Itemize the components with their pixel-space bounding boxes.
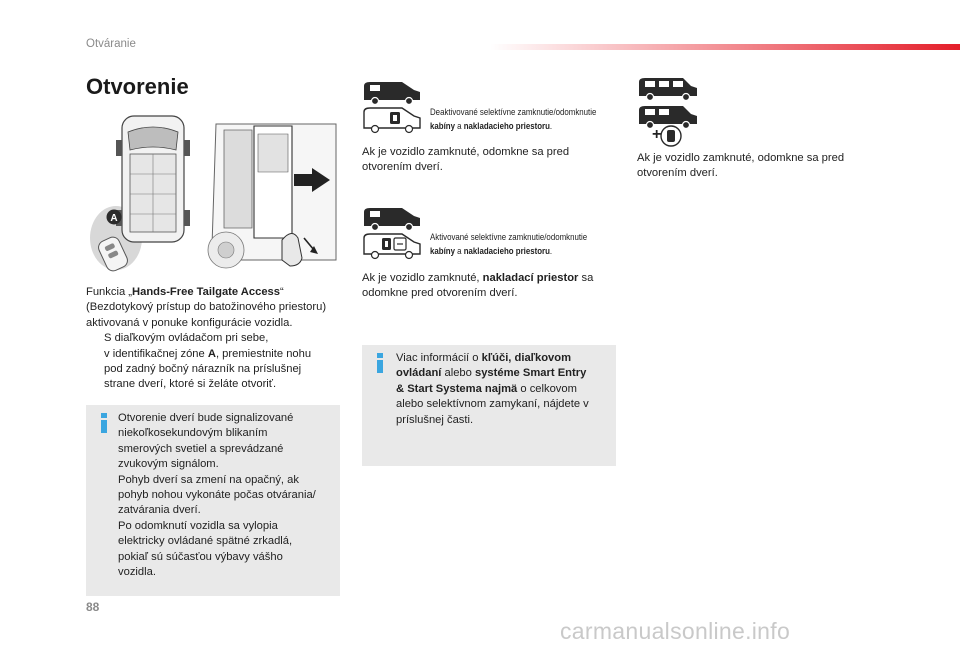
- page-title: Otvorenie: [86, 74, 189, 99]
- intro-close-quote: “: [280, 286, 284, 298]
- info-control: ovládaní: [396, 367, 442, 380]
- caption-period: .: [549, 245, 553, 256]
- instruction-bullet: [86, 331, 348, 393]
- cargo-area: nakladací priestor: [482, 272, 579, 284]
- caption-cargo: nakladacieho priestoru: [463, 245, 550, 256]
- info-line: príslušnej časti.: [396, 413, 474, 426]
- text-line: Ak je vozidlo zamknuté, odomkne sa pred: [637, 152, 845, 164]
- bullet-line-2c: , premiestnite nohu: [215, 347, 312, 360]
- sliding-door-view: [208, 124, 336, 268]
- caption-line: Deaktivované selektívne zamknutie/odomknutie: [430, 106, 597, 117]
- info-line: vozidla.: [118, 566, 156, 579]
- intro-line-3: aktivovaná v ponuke konfigurácie vozidla.: [86, 316, 293, 329]
- section-title: Otváranie: [86, 38, 136, 50]
- page-number: 88: [86, 600, 100, 614]
- info-line: Pohyb dverí sa zmení na opačný, ak: [118, 473, 299, 486]
- info-line: smerových svetiel a sprevádzané: [118, 442, 284, 455]
- info-text-signaling: [118, 411, 338, 580]
- zone-ref: A: [207, 347, 216, 360]
- bullet-symbol: [86, 331, 104, 393]
- plus-symbol: +: [652, 126, 662, 143]
- info-smart-entry: systéme Smart Entry: [474, 367, 587, 380]
- text-part: sa: [578, 272, 594, 284]
- text-line: [362, 271, 622, 286]
- feature-name: Hands-Free Tailgate Access: [132, 286, 280, 298]
- info-line: Po odomknutí vozidla sa vylopia: [118, 519, 278, 532]
- caption-and: a: [454, 245, 464, 256]
- van-top-view: [116, 116, 190, 242]
- bullet-line-2: [104, 347, 311, 362]
- hands-free-intro: [86, 285, 348, 393]
- info-line: Otvorenie dverí bude signalizované: [118, 412, 294, 424]
- info-line: elektricky ovládané spätné zrkadlá,: [118, 535, 293, 548]
- text-line: otvorením dverí.: [637, 167, 718, 180]
- bullet-line-2a: v identifikačnej zóne: [104, 347, 208, 360]
- intro-line-2: (Bezdotykový prístup do batožinového priestoru): [86, 301, 327, 314]
- caption-cabin: kabíny: [430, 120, 455, 131]
- van-activated-selective-icon: [362, 206, 424, 262]
- van-door-diagram: [86, 110, 341, 275]
- text-part: Ak je vozidlo zamknuté,: [362, 272, 483, 284]
- intro-line-1: [86, 285, 348, 300]
- caption-line: [430, 244, 587, 258]
- info-box-signaling: [86, 405, 340, 596]
- info-text-more: [396, 351, 614, 428]
- info-line: [396, 351, 614, 366]
- bullet-line-3: pod zadný bočný nárazník na príslušnej: [104, 363, 302, 376]
- info-line: [396, 382, 614, 397]
- info-key-remote: kľúči, diaľkovom: [481, 352, 572, 364]
- caption-activated: [430, 230, 587, 258]
- zone-a-label: A: [110, 213, 118, 224]
- caption-period: .: [549, 120, 553, 131]
- info-part: alebo: [441, 367, 475, 380]
- info-icon: [376, 353, 384, 373]
- info-line: pokiaľ sú súčasťou výbavy vášho: [118, 550, 283, 563]
- bullet-line-1: S diaľkovým ovládačom pri sebe,: [104, 332, 269, 345]
- bullet-line-4: strane dverí, ktoré si želáte otvoriť.: [104, 378, 277, 391]
- caption-line: [430, 119, 596, 133]
- info-line: [396, 366, 614, 381]
- text-line: otvorením dverí.: [362, 161, 443, 174]
- header-accent-bar: [490, 44, 960, 50]
- info-line: zatvárania dverí.: [118, 504, 201, 517]
- text-activated: [362, 271, 622, 302]
- text-smart-entry: [637, 151, 897, 182]
- van-deactivated-selective-icon: [362, 80, 424, 136]
- caption-cabin: kabíny: [430, 245, 455, 256]
- info-line: niekoľkosekundovým blikaním: [118, 427, 268, 440]
- van-smart-entry-icon: [637, 76, 701, 148]
- watermark: carmanualsonline.info: [560, 618, 791, 644]
- caption-deactivated: [430, 105, 596, 133]
- info-line: zvukovým signálom.: [118, 458, 219, 471]
- text-line: Ak je vozidlo zamknuté, odomkne sa pred: [362, 146, 570, 158]
- intro-text: Funkcia „: [86, 286, 133, 298]
- info-box-more-info: [362, 345, 616, 466]
- info-part: Viac informácií o: [396, 352, 482, 364]
- caption-line: Aktivované selektívne zamknutie/odomknutie: [430, 231, 588, 242]
- hands-free-tailgate-illustration: [86, 110, 341, 275]
- info-start-system: & Start Systema najmä: [396, 382, 518, 395]
- text-line: odomkne pred otvorením dverí.: [362, 287, 518, 300]
- text-deactivated: [362, 145, 612, 176]
- info-icon: [100, 413, 108, 433]
- info-line: alebo selektívnom zamykaní, nájdete v: [396, 398, 589, 411]
- info-line: pohyb nohou vykonáte počas otvárania/: [118, 489, 316, 502]
- caption-cargo: nakladacieho priestoru: [463, 120, 550, 131]
- info-part: o celkovom: [517, 382, 577, 395]
- caption-and: a: [454, 120, 464, 131]
